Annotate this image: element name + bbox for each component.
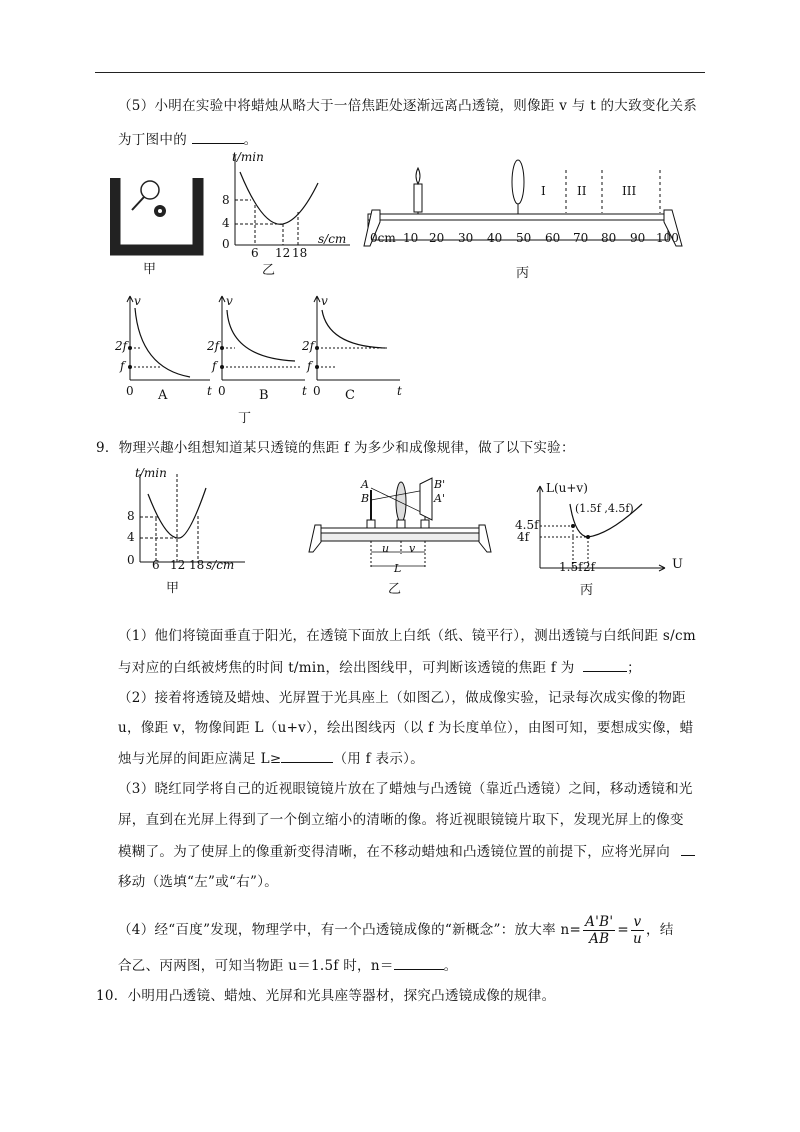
q8-yi-ytick: 4 (222, 216, 230, 230)
q8-bing-region-III: III (622, 184, 637, 198)
q8-yi-ytick: 8 (222, 193, 230, 207)
q8-yi-ytick: 0 (222, 237, 230, 251)
q9-yi-u: u (382, 542, 390, 555)
q9-jia-ylabel: t/min (135, 466, 167, 480)
q8-bing-region-II: II (577, 184, 587, 198)
answer-blank[interactable] (681, 841, 695, 856)
q9-p3-line3: 模糊了。为了使屏上的像重新变得清晰，在不移动蜡烛和凸透镜位置的前提下，应将光屏向 (118, 841, 695, 862)
ding-c-origin: 0 (313, 384, 321, 398)
q8-fig-bing-label: 丙 (516, 266, 530, 281)
q9-yi-v: v (409, 542, 416, 555)
q9-bing-xtick: 1.5f (559, 560, 583, 574)
q9-yi-Bp: B' (434, 478, 446, 491)
q9-bing-xtick: 2f (583, 560, 596, 574)
q9-p3-line1: （3）晓红同学将自己的近视眼镜镜片放在了蜡烛与凸透镜（靠近凸透镜）之间，移动透镜和光 (118, 781, 693, 797)
q8-figure-jia (110, 168, 210, 278)
q8-part5-line2: 为丁图中的 。 (118, 129, 257, 150)
ding-option-c: C (345, 388, 355, 403)
q9-p3-line2: 屏，直到在光屏上得到了一个倒立缩小的清晰的像。将近视眼镜镜片取下，发现光屏上的像变 (118, 812, 684, 828)
ding-c-2f: 2f (302, 339, 315, 353)
ding-b-origin: 0 (218, 384, 226, 398)
q9-p4-line2: 合乙、丙两图，可知当物距 u＝1.5f 时，n＝ 。 (118, 955, 457, 976)
ding-c-xlabel: t (397, 384, 402, 398)
q8-fig-yi-label: 乙 (262, 263, 276, 278)
ding-b-xlabel: t (302, 384, 307, 398)
q9-yi-L: L (394, 562, 402, 575)
q8-fig-jia-label: 甲 (143, 262, 157, 277)
answer-blank[interactable] (281, 748, 333, 763)
q9-bing-ylabel: L(u+v) (546, 481, 588, 495)
q9-fig-jia-label: 甲 (166, 581, 180, 596)
q9-jia-ytick: 4 (127, 530, 135, 544)
ding-a-f: f (120, 359, 125, 373)
magnification-fraction: $\frac{A'B'}{AB}$ (585, 914, 614, 947)
ding-c-ylabel: v (321, 294, 328, 308)
ding-b-2f: 2f (207, 339, 220, 353)
q8-part5-text: 为丁图中的 (118, 132, 187, 148)
q8-fig-ding-label: 丁 (238, 411, 252, 426)
answer-blank[interactable] (192, 129, 244, 144)
q9-p4-line1: （4）经“百度”发现，物理学中，有一个凸透镜成像的“新概念”：放大率 n= $\frac{A'B'}{AB}$ = $\frac{v}{u}$ ，结 (118, 914, 674, 947)
ding-a-2f: 2f (115, 339, 128, 353)
q9-jia-xtick: 6 (152, 558, 160, 572)
q9-jia-ytick: 0 (127, 553, 135, 567)
q9-bing-xlabel: U (672, 557, 683, 572)
ding-option-a: A (158, 388, 168, 403)
q8-yi-xtick: 18 (292, 246, 308, 260)
q9-p2-line2: u，像距 v，物像间距 L（u+v），绘出图线丙（以 f 为长度单位），由图可知，要想成实像，蜡 (118, 720, 694, 736)
answer-blank[interactable] (583, 657, 627, 672)
q9-bing-ytick: 4.5f (515, 518, 539, 532)
q9-p2-line1: （2）接着将透镜及蜡烛、光屏置于光具座上（如图乙），做成像实验，记录每次成实像的物距 (118, 690, 686, 706)
q9-jia-xtick: 12 (170, 558, 186, 572)
q8-bing-ruler-labels: 0cm 10 20 30 40 50 60 70 80 90 100 (370, 231, 679, 245)
q8-yi-xtick: 6 (251, 246, 259, 260)
q8-part5-line1: （5）小明在实验中将蜡烛从略大于一倍焦距处逐渐远离凸透镜，则像距 v 与 t 的大致变化关系 (118, 98, 698, 114)
q9-yi-B: B (361, 492, 370, 505)
q9-p1-line1: （1）他们将镜面垂直于阳光，在透镜下面放上白纸（纸、镜平行），测出透镜与白纸间距 s/cm (118, 628, 696, 644)
ding-a-ylabel: v (134, 294, 141, 308)
ding-c-f: f (307, 359, 312, 373)
q8-yi-xtick: 12 (275, 246, 291, 260)
q9-stem: 9．物理兴趣小组想知道某只透镜的焦距 f 为多少和成像规律，做了以下实验： (96, 440, 575, 456)
q9-yi-Ap: A' (434, 492, 445, 505)
q8-yi-ylabel: t/min (232, 150, 264, 164)
ding-b-f: f (212, 359, 217, 373)
q9-fig-yi-label: 乙 (388, 582, 402, 597)
q9-p3-line4: 移动（选填“左”或“右”）。 (118, 874, 279, 890)
q9-yi-A: A (361, 478, 369, 491)
q9-jia-xlabel: s/cm (206, 558, 235, 572)
q9-bing-point-label: (1.5f ,4.5f) (575, 502, 634, 515)
q9-jia-ytick: 8 (127, 509, 135, 523)
q9-bing-ytick: 4f (517, 530, 530, 544)
ding-b-ylabel: v (226, 294, 233, 308)
header-rule (95, 72, 705, 73)
answer-blank[interactable] (394, 955, 444, 970)
ding-a-origin: 0 (126, 384, 134, 398)
q9-p2-line3: 烛与光屏的间距应满足 L≥ （用 f 表示）。 (118, 748, 424, 769)
q8-bing-region-I: I (541, 184, 546, 198)
q9-fig-bing-label: 丙 (580, 583, 594, 598)
q8-yi-xlabel: s/cm (318, 232, 347, 246)
ding-a-xlabel: t (207, 384, 212, 398)
q10-stem: 10．小明用凸透镜、蜡烛、光屏和光具座等器材，探究凸透镜成像的规律。 (96, 988, 556, 1004)
q9-p1-line2: 与对应的白纸被烤焦的时间 t/min，绘出图线甲，可判断该透镜的焦距 f 为 ； (118, 657, 641, 678)
q9-jia-xtick: 18 (189, 558, 205, 572)
ding-option-b: B (259, 388, 269, 403)
